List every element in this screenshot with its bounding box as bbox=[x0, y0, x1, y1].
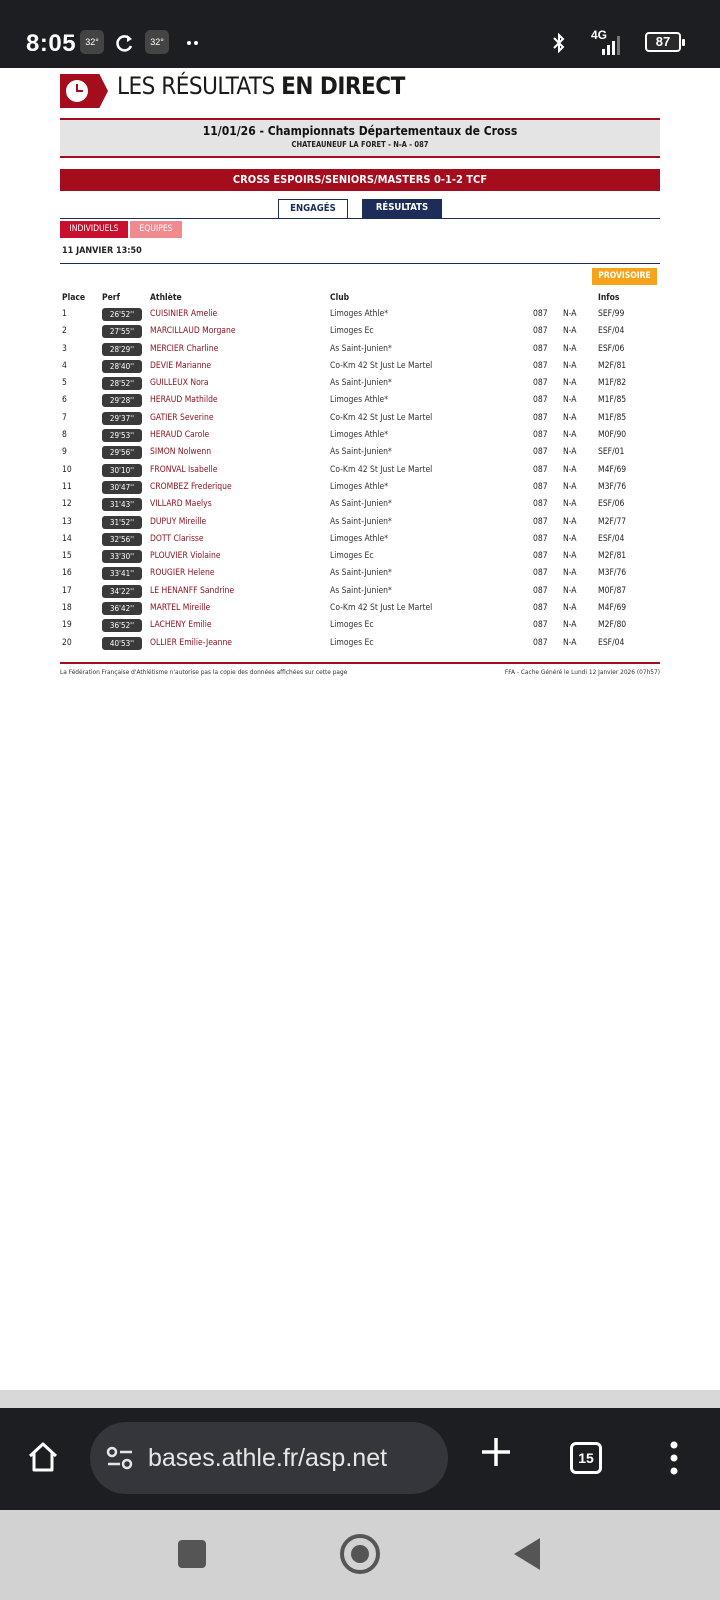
header-athlete: Athlète bbox=[150, 293, 182, 303]
header-club: Club bbox=[330, 293, 350, 303]
club-name bbox=[330, 638, 374, 648]
club-name bbox=[330, 430, 388, 440]
league-code: N-A bbox=[563, 395, 577, 406]
result-perf-text: 34'22'' bbox=[102, 585, 142, 598]
club-name-text: Co-Km 42 St Just Le Martel bbox=[330, 360, 433, 371]
result-perf bbox=[102, 412, 142, 425]
athlete-category: M0F/87 bbox=[598, 585, 627, 596]
header-perf: Perf bbox=[102, 293, 120, 303]
club-name-text: Limoges Ec bbox=[330, 620, 374, 631]
athlete-link[interactable] bbox=[150, 517, 206, 527]
league-code: N-A bbox=[563, 533, 577, 544]
table-row bbox=[60, 427, 660, 444]
athlete-link-text[interactable]: MARTEL Mireille bbox=[150, 603, 211, 614]
result-place: 16 bbox=[62, 568, 72, 579]
athlete-category: M2F/77 bbox=[598, 516, 627, 527]
result-perf-text: 40'53'' bbox=[102, 637, 142, 650]
result-perf bbox=[102, 308, 142, 321]
club-name-text: Limoges Athle* bbox=[330, 309, 389, 319]
view-tabs bbox=[60, 199, 660, 219]
department-code: 087 bbox=[533, 447, 548, 458]
club-name bbox=[330, 326, 374, 336]
result-place: 17 bbox=[62, 585, 72, 596]
table-row bbox=[60, 341, 660, 358]
result-perf bbox=[102, 429, 142, 442]
athlete-category: ESF/06 bbox=[598, 499, 625, 510]
tabs-icon[interactable]: 15 bbox=[570, 1442, 602, 1474]
athlete-link-text[interactable]: GATIER Severine bbox=[150, 412, 214, 423]
athlete-category: ESF/06 bbox=[598, 343, 625, 354]
table-row bbox=[60, 617, 660, 634]
athlete-category: M1F/85 bbox=[598, 412, 627, 423]
meet-title: 11/01/26 - Championnats Départementaux de Cross bbox=[202, 124, 518, 138]
athlete-category: SEF/01 bbox=[598, 447, 625, 458]
browser-toolbar bbox=[0, 1390, 720, 1510]
result-perf bbox=[102, 325, 142, 338]
results-table bbox=[60, 290, 660, 652]
footer-disclaimer: La Fédération Française d'Athlétisme n'autorise pas la copie des données affichées sur cette page bbox=[60, 668, 348, 676]
club-name bbox=[330, 395, 388, 405]
network-type: 4G bbox=[591, 28, 608, 42]
tab-equipes[interactable]: EQUIPES bbox=[130, 221, 182, 238]
department-code: 087 bbox=[533, 464, 548, 475]
battery-icon: 87 bbox=[645, 32, 681, 52]
club-name-text: As Saint-Junien* bbox=[330, 499, 392, 510]
league-code: N-A bbox=[563, 430, 577, 441]
athlete-link[interactable] bbox=[150, 586, 234, 596]
athlete-link-text[interactable]: FRONVAL Isabelle bbox=[150, 464, 218, 475]
league-code: N-A bbox=[563, 343, 577, 354]
status-bar bbox=[0, 0, 720, 68]
club-name-text: Limoges Athle* bbox=[330, 430, 389, 441]
club-name bbox=[330, 517, 392, 527]
result-perf-text: 28'40'' bbox=[102, 360, 142, 373]
athlete-link[interactable] bbox=[150, 326, 236, 336]
table-body bbox=[60, 306, 660, 652]
athlete-category: ESF/04 bbox=[598, 326, 625, 337]
result-perf bbox=[102, 498, 142, 511]
club-name bbox=[330, 551, 374, 561]
department-code: 087 bbox=[533, 551, 548, 562]
sync-icon bbox=[113, 30, 135, 56]
club-name-text: Limoges Athle* bbox=[330, 395, 389, 406]
table-row bbox=[60, 600, 660, 617]
club-name bbox=[330, 344, 392, 354]
result-place: 9 bbox=[62, 447, 67, 458]
club-name-text: As Saint-Junien* bbox=[330, 516, 392, 527]
table-row bbox=[60, 323, 660, 340]
table-row bbox=[60, 410, 660, 427]
result-place: 15 bbox=[62, 551, 72, 562]
back-button[interactable] bbox=[514, 1538, 540, 1570]
department-code: 087 bbox=[533, 481, 548, 492]
athlete-category: SEF/99 bbox=[598, 309, 625, 319]
more-vert-icon[interactable] bbox=[670, 1440, 678, 1476]
athlete-link[interactable] bbox=[150, 378, 209, 388]
home-icon[interactable] bbox=[26, 1440, 60, 1474]
athlete-link-text[interactable]: HERAUD Mathilde bbox=[150, 395, 218, 406]
club-name bbox=[330, 603, 432, 613]
result-perf bbox=[102, 481, 142, 494]
club-name bbox=[330, 586, 392, 596]
athlete-link[interactable] bbox=[150, 361, 211, 371]
club-name-text: As Saint-Junien* bbox=[330, 585, 392, 596]
club-name bbox=[330, 447, 392, 457]
result-place: 13 bbox=[62, 516, 72, 527]
athlete-link[interactable] bbox=[150, 413, 214, 423]
club-name bbox=[330, 378, 392, 388]
result-perf-text: 29'37'' bbox=[102, 412, 142, 425]
result-perf-text: 26'52'' bbox=[102, 308, 142, 321]
department-code: 087 bbox=[533, 326, 548, 337]
athlete-link-text[interactable]: ROUGIER Helene bbox=[150, 568, 215, 579]
table-row bbox=[60, 583, 660, 600]
club-name bbox=[330, 465, 432, 475]
result-perf-text: 28'29'' bbox=[102, 343, 142, 356]
result-perf bbox=[102, 602, 142, 615]
bluetooth-icon bbox=[551, 30, 567, 56]
league-code: N-A bbox=[563, 360, 577, 371]
athlete-link[interactable] bbox=[150, 344, 218, 354]
athlete-link-text[interactable]: MARCILLAUD Morgane bbox=[150, 326, 236, 337]
athlete-link[interactable] bbox=[150, 309, 217, 319]
result-perf-text: 28'52'' bbox=[102, 377, 142, 390]
club-name bbox=[330, 620, 374, 630]
club-name bbox=[330, 534, 388, 544]
result-place: 10 bbox=[62, 464, 72, 475]
result-perf bbox=[102, 585, 142, 598]
result-perf bbox=[102, 637, 142, 650]
athlete-link-text[interactable]: PLOUVIER Violaine bbox=[150, 551, 221, 562]
result-perf-text: 27'55'' bbox=[102, 325, 142, 338]
athlete-link-text[interactable]: LE HENANFF Sandrine bbox=[150, 585, 235, 596]
club-name bbox=[330, 309, 388, 319]
club-name-text: Limoges Ec bbox=[330, 637, 374, 648]
result-perf-text: 31'52'' bbox=[102, 516, 142, 529]
result-perf-text: 33'30'' bbox=[102, 550, 142, 563]
league-code: N-A bbox=[563, 516, 577, 527]
result-place: 5 bbox=[62, 378, 67, 389]
league-code: N-A bbox=[563, 637, 577, 648]
club-name bbox=[330, 499, 392, 509]
athlete-link-text[interactable]: MERCIER Charline bbox=[150, 343, 219, 354]
department-code: 087 bbox=[533, 533, 548, 544]
table-row bbox=[60, 375, 660, 392]
more-notifications-icon bbox=[186, 30, 200, 56]
club-name-text: As Saint-Junien* bbox=[330, 447, 392, 458]
plus-icon[interactable] bbox=[478, 1434, 514, 1470]
department-code: 087 bbox=[533, 620, 548, 631]
result-place: 4 bbox=[62, 360, 67, 371]
table-row bbox=[60, 306, 660, 323]
club-name bbox=[330, 482, 388, 492]
athlete-category: M2F/81 bbox=[598, 360, 627, 371]
result-place: 20 bbox=[62, 637, 72, 648]
department-code: 087 bbox=[533, 343, 548, 354]
result-place: 8 bbox=[62, 430, 67, 441]
department-code: 087 bbox=[533, 568, 548, 579]
department-code: 087 bbox=[533, 516, 548, 527]
department-code: 087 bbox=[533, 499, 548, 510]
athlete-link-text[interactable]: CUISINIER Amelie bbox=[150, 309, 218, 319]
result-perf-text: 36'42'' bbox=[102, 602, 142, 615]
meet-location: CHATEAUNEUF LA FORET - N-A - 087 bbox=[291, 140, 429, 149]
athlete-category: M4F/69 bbox=[598, 464, 627, 475]
athlete-link-text[interactable]: OLLIER Emilie-Jeanne bbox=[150, 637, 233, 648]
header-place: Place bbox=[62, 293, 86, 303]
athlete-link-text[interactable]: DEVIE Marianne bbox=[150, 360, 212, 371]
tab-individuels[interactable]: INDIVIDUELS bbox=[60, 221, 128, 238]
result-perf bbox=[102, 394, 142, 407]
athlete-link-text[interactable]: VILLARD Maelys bbox=[150, 499, 212, 510]
result-perf-text: 33'41'' bbox=[102, 567, 142, 580]
table-row bbox=[60, 514, 660, 531]
league-code: N-A bbox=[563, 378, 577, 389]
table-row bbox=[60, 479, 660, 496]
club-name-text: Co-Km 42 St Just Le Martel bbox=[330, 412, 433, 423]
club-name-text: As Saint-Junien* bbox=[330, 568, 392, 579]
page-title bbox=[117, 72, 405, 100]
result-place: 7 bbox=[62, 412, 67, 423]
department-code: 087 bbox=[533, 585, 548, 596]
home-button[interactable] bbox=[340, 1534, 380, 1574]
table-row bbox=[60, 392, 660, 409]
meet-header bbox=[60, 118, 660, 158]
athlete-category: M2F/80 bbox=[598, 620, 627, 631]
result-perf-text: 36'52'' bbox=[102, 619, 142, 632]
result-place: 12 bbox=[62, 499, 72, 510]
header-infos: Infos bbox=[598, 293, 620, 303]
title-bold: EN DIRECT bbox=[281, 72, 405, 100]
status-badge: PROVISOIRE bbox=[592, 268, 657, 285]
tab-resultats[interactable]: RÉSULTATS bbox=[362, 199, 442, 218]
table-row bbox=[60, 358, 660, 375]
page-content bbox=[0, 68, 720, 1390]
result-perf-text: 32'56'' bbox=[102, 533, 142, 546]
club-name-text: Limoges Athle* bbox=[330, 533, 389, 544]
athlete-link-text[interactable]: CROMBEZ Frederique bbox=[150, 481, 232, 492]
status-time: 8:05 bbox=[26, 30, 77, 57]
department-code: 087 bbox=[533, 395, 548, 406]
result-perf bbox=[102, 377, 142, 390]
table-row bbox=[60, 635, 660, 652]
result-perf-text: 29'53'' bbox=[102, 429, 142, 442]
result-perf-text: 29'28'' bbox=[102, 394, 142, 407]
athlete-category: M3F/76 bbox=[598, 568, 627, 579]
event-title: CROSS ESPOIRS/SENIORS/MASTERS 0-1-2 TCF bbox=[60, 169, 660, 191]
address-bar[interactable] bbox=[90, 1422, 448, 1494]
athlete-category: M3F/76 bbox=[598, 481, 627, 492]
table-row bbox=[60, 444, 660, 461]
athlete-link[interactable] bbox=[150, 447, 211, 457]
department-code: 087 bbox=[533, 360, 548, 371]
result-perf bbox=[102, 516, 142, 529]
club-name-text: As Saint-Junien* bbox=[330, 343, 392, 354]
table-header bbox=[60, 290, 660, 306]
result-place: 3 bbox=[62, 343, 67, 354]
athlete-link-text[interactable]: DOTT Clarisse bbox=[150, 533, 204, 544]
club-name-text: Limoges Athle* bbox=[330, 481, 389, 492]
table-row bbox=[60, 531, 660, 548]
race-datetime: 11 JANVIER 13:50 bbox=[60, 246, 660, 264]
league-code: N-A bbox=[563, 620, 577, 631]
result-perf-text: 30'10'' bbox=[102, 464, 142, 477]
athlete-link-text[interactable]: LACHENY Emilie bbox=[150, 620, 212, 631]
page-footer bbox=[60, 662, 660, 676]
league-code: N-A bbox=[563, 585, 577, 596]
site-settings-icon[interactable] bbox=[106, 1446, 134, 1470]
weather-icon-2: 32° bbox=[145, 30, 169, 54]
league-code: N-A bbox=[563, 499, 577, 510]
athlete-link[interactable] bbox=[150, 430, 209, 440]
league-code: N-A bbox=[563, 309, 577, 319]
signal-icon bbox=[600, 32, 624, 58]
athlete-category: ESF/04 bbox=[598, 533, 625, 544]
league-code: N-A bbox=[563, 603, 577, 614]
club-name-text: Co-Km 42 St Just Le Martel bbox=[330, 464, 433, 475]
athlete-link[interactable] bbox=[150, 499, 212, 509]
club-name-text: Limoges Ec bbox=[330, 551, 374, 562]
club-name bbox=[330, 568, 392, 578]
league-code: N-A bbox=[563, 481, 577, 492]
weather-icon: 32° bbox=[80, 30, 104, 54]
athlete-category: M1F/82 bbox=[598, 378, 627, 389]
athlete-link-text[interactable]: SIMON Nolwenn bbox=[150, 447, 212, 458]
athlete-link[interactable] bbox=[150, 620, 212, 630]
tab-engages[interactable]: ENGAGÉS bbox=[278, 199, 348, 218]
athlete-link[interactable] bbox=[150, 551, 221, 561]
result-place: 6 bbox=[62, 395, 67, 406]
league-code: N-A bbox=[563, 412, 577, 423]
recents-button[interactable] bbox=[178, 1540, 206, 1568]
result-place: 19 bbox=[62, 620, 72, 631]
result-perf bbox=[102, 567, 142, 580]
system-nav-bar bbox=[0, 1510, 720, 1600]
result-place: 14 bbox=[62, 533, 72, 544]
athlete-link-text[interactable]: GUILLEUX Nora bbox=[150, 378, 209, 389]
athlete-category: ESF/04 bbox=[598, 637, 625, 648]
league-code: N-A bbox=[563, 551, 577, 562]
footer-cache-info: FFA - Cache Généré le Lundi 12 Janvier 2026 (07h57) bbox=[504, 668, 660, 676]
result-perf bbox=[102, 533, 142, 546]
athlete-link[interactable] bbox=[150, 638, 232, 648]
athlete-link[interactable] bbox=[150, 603, 210, 613]
club-name-text: Co-Km 42 St Just Le Martel bbox=[330, 603, 433, 614]
department-code: 087 bbox=[533, 378, 548, 389]
athlete-link-text[interactable]: HERAUD Carole bbox=[150, 430, 210, 441]
result-place: 18 bbox=[62, 603, 72, 614]
result-perf bbox=[102, 360, 142, 373]
result-place: 2 bbox=[62, 326, 67, 337]
result-perf bbox=[102, 446, 142, 459]
athlete-link[interactable] bbox=[150, 534, 204, 544]
result-place: 11 bbox=[62, 481, 72, 492]
department-code: 087 bbox=[533, 309, 548, 319]
club-name-text: As Saint-Junien* bbox=[330, 378, 392, 389]
athlete-link-text[interactable]: DUPUY Mireille bbox=[150, 516, 207, 527]
athlete-link[interactable] bbox=[150, 465, 218, 475]
table-row bbox=[60, 462, 660, 479]
result-perf bbox=[102, 550, 142, 563]
club-name bbox=[330, 413, 432, 423]
league-code: N-A bbox=[563, 326, 577, 337]
department-code: 087 bbox=[533, 412, 548, 423]
result-perf-text: 30'47'' bbox=[102, 481, 142, 494]
table-row bbox=[60, 548, 660, 565]
athlete-category: M2F/81 bbox=[598, 551, 627, 562]
athlete-category: M4F/69 bbox=[598, 603, 627, 614]
league-code: N-A bbox=[563, 464, 577, 475]
department-code: 087 bbox=[533, 603, 548, 614]
athlete-link[interactable] bbox=[150, 482, 232, 492]
athlete-link[interactable] bbox=[150, 395, 218, 405]
table-row bbox=[60, 565, 660, 582]
athlete-category: M1F/85 bbox=[598, 395, 627, 406]
club-name bbox=[330, 361, 432, 371]
league-code: N-A bbox=[563, 447, 577, 458]
club-name-text: Limoges Ec bbox=[330, 326, 374, 337]
athlete-link[interactable] bbox=[150, 568, 215, 578]
result-perf bbox=[102, 464, 142, 477]
table-row bbox=[60, 496, 660, 513]
result-perf bbox=[102, 343, 142, 356]
department-code: 087 bbox=[533, 637, 548, 648]
result-place: 1 bbox=[62, 309, 67, 319]
result-perf bbox=[102, 619, 142, 632]
url-text: bases.athle.fr/asp.net bbox=[148, 1444, 388, 1472]
department-code: 087 bbox=[533, 430, 548, 441]
title-light: LES RÉSULTATS bbox=[117, 72, 282, 100]
clock-icon bbox=[60, 74, 108, 108]
result-perf-text: 29'56'' bbox=[102, 446, 142, 459]
result-perf-text: 31'43'' bbox=[102, 498, 142, 511]
athlete-category: M0F/90 bbox=[598, 430, 627, 441]
league-code: N-A bbox=[563, 568, 577, 579]
